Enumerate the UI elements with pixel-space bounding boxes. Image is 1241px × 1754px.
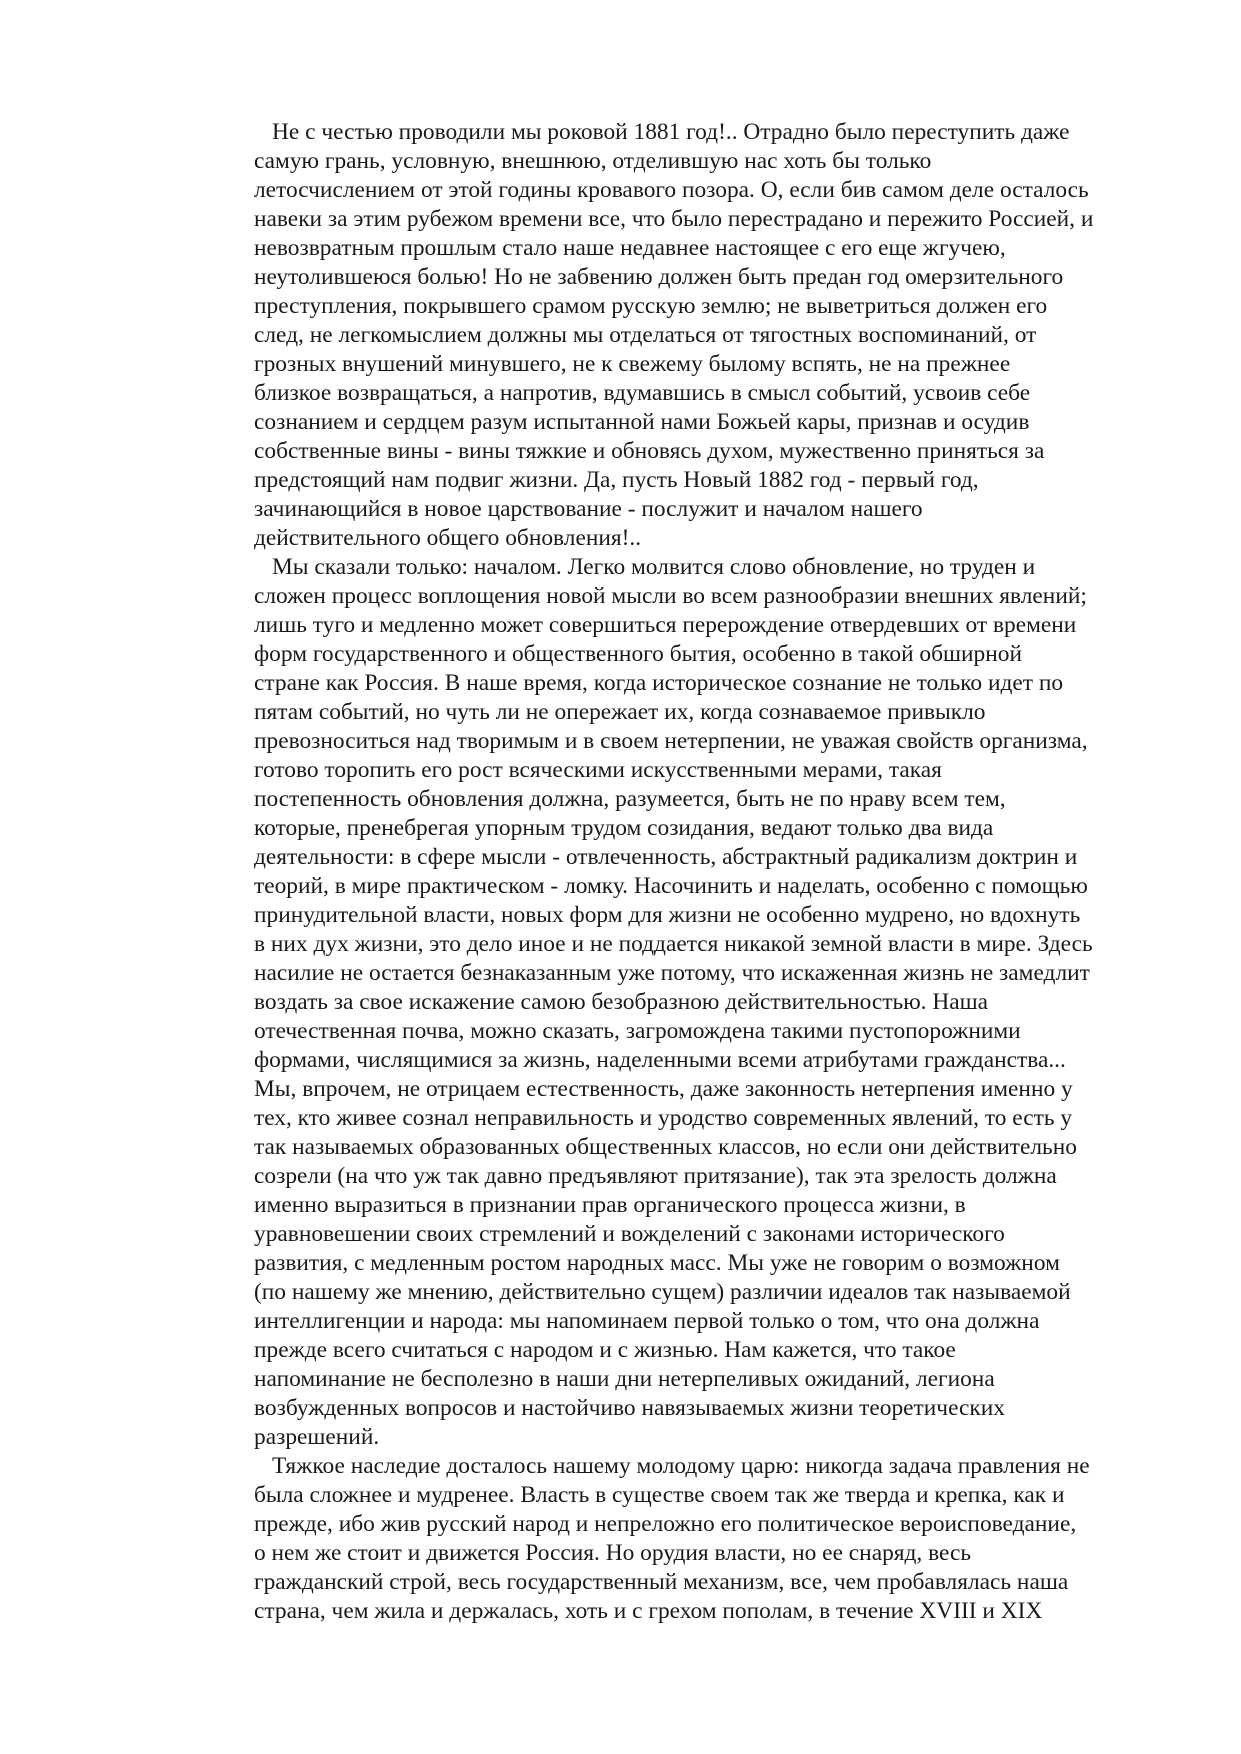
paragraph xyxy=(254,1452,1159,1626)
text-line: уравновешении своих стремлений и вожделений с законами исторического xyxy=(254,1221,1005,1247)
text-line: интеллигенции и народа: мы напоминаем первой только о том, что она должна xyxy=(254,1308,1040,1334)
text-line: отечественная почва, можно сказать, загромождена такими пустопорожними xyxy=(254,1018,1021,1044)
text-line: предстоящий нам подвиг жизни. Да, пусть Новый 1882 год - первый год, xyxy=(254,467,979,493)
text-line: неутолившеюся болью! Но не забвению должен быть предан год омерзительного xyxy=(254,264,1064,290)
paragraph xyxy=(254,553,1159,1452)
text-line: готово торопить его рост всяческими искусственными мерами, такая xyxy=(254,757,942,783)
text-line: преступления, покрывшего срамом русскую землю; не выветриться должен его xyxy=(254,293,1048,319)
text-line: след, не легкомыслием должны мы отделаться от тягостных воспоминаний, от xyxy=(254,322,1037,348)
text-line: лишь туго и медленно может совершиться перерождение отвердевших от времени xyxy=(254,612,1077,638)
text-line: которые, пренебрегая упорным трудом созидания, ведают только два вида xyxy=(254,815,994,841)
text-line: (по нашему же мнению, действительно сущем) различии идеалов так называемой xyxy=(254,1279,1071,1305)
text-line: прежде всего считаться с народом и с жизнью. Нам кажется, что такое xyxy=(254,1337,956,1363)
text-line: разрешений. xyxy=(254,1424,380,1450)
text-line: принудительной власти, новых форм для жизни не особенно мудрено, но вдохнуть xyxy=(254,902,1081,928)
text-line: пятам событий, но чуть ли не опережает их, когда сознаваемое привыкло xyxy=(254,699,986,725)
text-line: именно выразиться в признании прав органического процесса жизни, в xyxy=(254,1192,966,1218)
text-line: стране как Россия. В наше время, когда историческое сознание не только идет по xyxy=(254,670,1064,696)
text-line: напоминание не бесполезно в наши дни нетерпеливых ожиданий, легиона xyxy=(254,1366,995,1392)
text-line: гражданский строй, весь государственный механизм, все, чем пробавлялась наша xyxy=(254,1569,1069,1595)
text-line: самую грань, условную, внешнюю, отделившую нас хоть бы только xyxy=(254,148,932,174)
document-page xyxy=(254,118,1159,1624)
text-line: Тяжкое наследие досталось нашему молодому царю: никогда задача правления не xyxy=(272,1453,1090,1479)
text-line: близкое возвращаться, а напротив, вдумавшись в смысл событий, усвоив себе xyxy=(254,380,1031,406)
text-line: Не с честью проводили мы роковой 1881 год!.. Отрадно было переступить даже xyxy=(272,119,1070,145)
text-line: была сложнее и мудренее. Власть в существе своем так же тверда и крепка, как и xyxy=(254,1482,1065,1508)
text-line: деятельности: в сфере мысли - отвлеченность, абстрактный радикализм доктрин и xyxy=(254,844,1078,870)
text-line: возбужденных вопросов и настойчиво навязываемых жизни теоретических xyxy=(254,1395,1005,1421)
text-line: формами, числящимися за жизнь, наделенными всеми атрибутами гражданства... xyxy=(254,1047,1066,1073)
text-line: грозных внушений минувшего, не к свежему былому вспять, не на прежнее xyxy=(254,351,1011,377)
text-line: в них дух жизни, это дело иное и не поддается никакой земной власти в мире. Здесь xyxy=(254,931,1093,957)
text-line: так называемых образованных общественных классов, но если они действительно xyxy=(254,1134,1077,1160)
text-line: форм государственного и общественного бытия, особенно в такой обширной xyxy=(254,641,1022,667)
text-line: невозвратным прошлым стало наше недавнее настоящее с его еще жгучею, xyxy=(254,235,1006,261)
text-line: страна, чем жила и держалась, хоть и с грехом пополам, в течение XVIII и XIX xyxy=(254,1598,1043,1624)
text-line: собственные вины - вины тяжкие и обновясь духом, мужественно приняться за xyxy=(254,438,1045,464)
text-line: постепенность обновления должна, разумеется, быть не по нраву всем тем, xyxy=(254,786,1006,812)
text-line: летосчислением от этой годины кровавого позора. О, если бив самом деле осталось xyxy=(254,177,1089,203)
text-line: зачинающийся в новое царствование - послужит и началом нашего xyxy=(254,496,923,522)
text-line: созрели (на что уж так давно предъявляют притязание), так эта зрелость должна xyxy=(254,1163,1057,1189)
text-line: действительного общего обновления!.. xyxy=(254,525,642,551)
text-line: о нем же стоит и движется Россия. Но орудия власти, но ее снаряд, весь xyxy=(254,1540,972,1566)
text-line: воздать за свое искажение самою безобразною действительностью. Наша xyxy=(254,989,989,1015)
text-line: тех, кто живее сознал неправильность и уродство современных явлений, то есть у xyxy=(254,1105,1073,1131)
text-line: насилие не остается безнаказанным уже потому, что искаженная жизнь не замедлит xyxy=(254,960,1090,986)
text-line: развития, с медленным ростом народных масс. Мы уже не говорим о возможном xyxy=(254,1250,1060,1276)
text-line: сложен процесс воплощения новой мысли во всем разнообразии внешних явлений; xyxy=(254,583,1087,609)
text-line: Мы, впрочем, не отрицаем естественность, даже законность нетерпения именно у xyxy=(254,1076,1073,1102)
text-line: навеки за этим рубежом времени все, что было перестрадано и пережито Россией, и xyxy=(254,206,1094,232)
text-line: прежде, ибо жив русский народ и непреложно его политическое вероисповедание, xyxy=(254,1511,1077,1537)
text-line: сознанием и сердцем разум испытанной нами Божьей кары, признав и осудив xyxy=(254,409,1030,435)
text-line: теорий, в мире практическом - ломку. Насочинить и наделать, особенно с помощью xyxy=(254,873,1088,899)
text-line: Мы сказали только: началом. Легко молвится слово обновление, но труден и xyxy=(272,554,1036,580)
paragraph xyxy=(254,118,1159,553)
text-line: превозноситься над творимым и в своем нетерпении, не уважая свойств организма, xyxy=(254,728,1088,754)
